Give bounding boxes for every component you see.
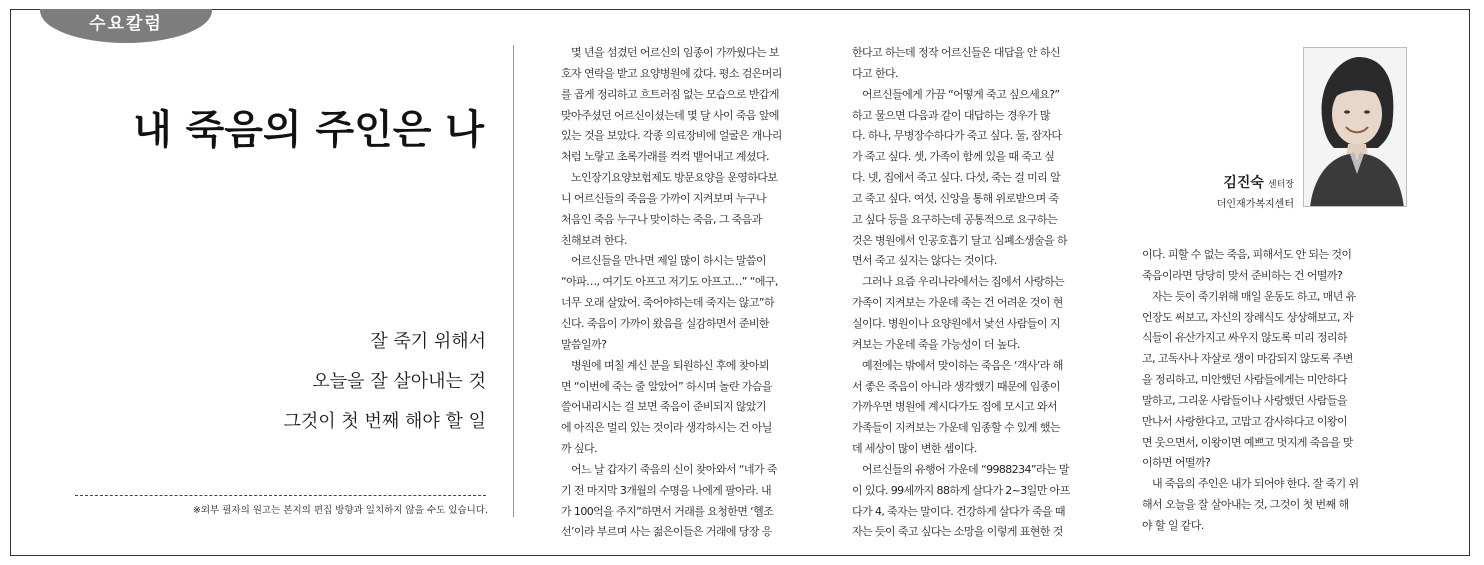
headline: 내 죽음의 주인은 나 — [133, 107, 484, 153]
body-line: 병원에 며칠 계신 분을 퇴원하신 후에 찾아뵈 — [571, 358, 769, 372]
body-line: 너무 오래 살았어. 죽어야하는데 죽지는 않고”하 — [561, 296, 774, 310]
body-line: 어느 날 갑자기 죽음의 신이 찾아와서 “네가 죽 — [571, 462, 777, 476]
body-line: 내 죽음의 주인은 내가 되어야 한다. 잘 죽기 위 — [1152, 477, 1359, 491]
body-line: 이하면 어떨까? — [1142, 456, 1211, 470]
body-line: 가까우면 병원에 계시다가도 집에 모시고 와서 — [852, 400, 1057, 414]
dashed-divider — [75, 495, 486, 496]
body-line: 말하고, 그리운 사람들이나 사랑했던 사람들을 — [1142, 393, 1347, 407]
author-photo — [1303, 47, 1407, 207]
body-line: 에 아직은 멀리 있는 것이라 생각하시는 건 아닐 — [561, 421, 772, 435]
body-line: 몇 년을 섬겼던 어르신의 임종이 가까웠다는 보 — [571, 46, 779, 59]
body-line: 다가 4, 죽자는 말이다. 건강하게 살다가 죽을 때 — [852, 504, 1065, 518]
body-line: 야 할 일 같다. — [1142, 518, 1204, 532]
author-title: 센터장 — [1267, 180, 1294, 190]
body-line: 자는 듯이 죽기위해 매일 운동도 하고, 매년 유 — [1152, 289, 1356, 303]
body-column-2 — [852, 43, 1124, 543]
body-line: 니 어르신들의 죽음을 가까이 지켜보며 누구나 — [561, 191, 766, 205]
body-line: 면 “이번에 죽는 줄 알았어” 하시며 놀란 가슴을 — [561, 379, 772, 393]
body-line: 선’이라 부르며 사는 젊은이들은 거래에 당장 응 — [561, 525, 772, 539]
body-line: 있는 것을 보았다. 각종 의료장비에 얼굴은 개나리 — [561, 129, 782, 143]
body-line: 가족이 지켜보는 가운데 죽는 건 어려운 것이 현 — [852, 296, 1063, 310]
body-line: 가 100억을 주지”하면서 거래를 요청한면 ‘헬조 — [561, 504, 774, 518]
body-line: 서 좋은 죽음이 아니라 생각했기 때문에 임종이 — [852, 379, 1060, 393]
body-line: 어르신들의 유행어 가운데 “9988234”라는 말 — [862, 462, 1069, 476]
body-line: 호자 연락을 받고 요양병원에 갔다. 평소 검은머리 — [561, 66, 782, 80]
body-line: 신다. 죽음이 가까이 왔음을 실감하면서 준비한 — [561, 316, 769, 330]
body-line: 기 전 마지막 3개월의 수명을 나에게 팔아라. 내 — [561, 483, 772, 497]
body-line: 고, 고독사나 자살로 생이 마감되지 않도록 주변 — [1142, 352, 1353, 366]
body-line: 이다. 피할 수 없는 죽음, 피해서도 안 되는 것이 — [1142, 248, 1352, 261]
body-line: 데 세상이 많이 변한 셈이다. — [852, 442, 977, 456]
body-line: 죽음이라면 당당히 맞서 준비하는 건 어떨까? — [1142, 268, 1343, 282]
body-column-1 — [561, 43, 832, 543]
body-line: 만나서 사랑한다고, 고맙고 감사하다고 이왕이 — [1142, 414, 1347, 428]
section-tag: 수요칼럼 — [40, 9, 212, 43]
body-line: 고 싶다 등을 요구하는데 공통적으로 요구하는 — [852, 212, 1057, 226]
body-line: 처럼 노랗고 초록가래를 컥컥 뱉어내고 계셨다. — [561, 150, 769, 164]
body-line: 처음인 죽음 누구나 맞이하는 죽음, 그 죽음과 — [561, 212, 762, 226]
body-line: 면 웃으면서, 이왕이면 예쁘고 멋지게 죽음을 맞 — [1142, 435, 1353, 449]
body-line: 언장도 써보고, 자신의 장례식도 상상해보고, 자 — [1142, 310, 1353, 324]
subheadline-line: 잘 죽기 위해서 — [370, 331, 486, 352]
body-line: 예전에는 밖에서 맞이하는 죽음은 ‘객사’라 해 — [862, 358, 1063, 372]
body-column-3 — [1142, 245, 1410, 537]
body-line: 이 있다. 99세까지 88하게 살다가 2~3일만 아프 — [852, 483, 1070, 497]
subheadline-line: 오늘을 잘 살아내는 것 — [312, 371, 486, 392]
body-line: 노인장기요양보험제도 방문요양을 운영하다보 — [571, 171, 778, 185]
body-line: 다. 하나, 무병장수하다가 죽고 싶다. 둘, 잠자다 — [852, 129, 1062, 143]
author-organization: 더인재가복지센터 — [1216, 199, 1294, 210]
body-line: 실이다. 병원이나 요양원에서 낯선 사람들이 지 — [852, 316, 1060, 330]
body-line: 하고 물으면 다음과 같이 대답하는 경우가 많 — [852, 108, 1050, 122]
body-line: 한다고 하는데 정작 어르신들은 대답을 안 하신 — [852, 46, 1060, 59]
body-line: 어르신들에게 가끔 “어떻게 죽고 싶으세요?” — [862, 87, 1060, 101]
body-line: 자는 듯이 죽고 싶다는 소망을 이렇게 표현한 것 — [852, 525, 1063, 539]
body-line: 어르신들을 만나면 제일 많이 하시는 말씀이 — [571, 254, 766, 268]
body-line: 말씀일까? — [561, 337, 607, 351]
body-line: 까 싶다. — [561, 442, 597, 456]
body-line: 가족들이 지켜보는 가운데 임종할 수 있게 했는 — [852, 421, 1060, 435]
body-line: “아파…, 여기도 아프고 저기도 아프고…” “에구, — [561, 275, 778, 289]
body-line: 켜보는 가운데 죽을 가능성이 더 높다. — [852, 337, 1020, 351]
disclaimer-note: ※외부 필자의 원고는 본지의 편집 방향과 일치하지 않을 수도 있습니다. — [192, 505, 488, 516]
body-line: 맞아주셨던 어르신이셨는데 몇 달 사이 죽음 앞에 — [561, 108, 779, 122]
author-portrait-icon — [1304, 48, 1407, 207]
body-line: 를 곱게 정리하고 흐트러짐 없는 모습으로 반갑게 — [561, 87, 779, 101]
body-line: 고 죽고 싶다. 여섯, 신앙을 통해 위로받으며 죽 — [852, 191, 1059, 205]
body-line: 가 죽고 싶다. 셋, 가족이 함께 있을 때 죽고 싶 — [852, 150, 1055, 164]
body-line: 쓸어내리시는 걸 보면 죽음이 준비되지 않았기 — [561, 400, 766, 414]
body-line: 그러나 요즘 우리나라에서는 집에서 사랑하는 — [862, 275, 1065, 289]
subheadline-block — [284, 322, 487, 442]
body-line: 을 정리하고, 미안했던 사람들에게는 미안하다 — [1142, 373, 1347, 387]
body-line: 다고 한다. — [852, 66, 898, 80]
column-divider — [513, 45, 514, 517]
body-line: 것은 병원에서 인공호흡기 달고 심폐소생술을 하 — [852, 233, 1068, 247]
body-line: 면서 죽고 싶지는 않다는 것이다. — [852, 254, 997, 268]
body-line: 다. 넷, 집에서 죽고 싶다. 다섯, 죽는 걸 미리 알 — [852, 171, 1061, 185]
author-byline — [1217, 172, 1294, 210]
author-name: 김진숙 — [1223, 175, 1264, 191]
body-line: 해서 오늘을 잘 살아내는 것, 그것이 첫 번째 해 — [1142, 498, 1349, 512]
subheadline-line: 그것이 첫 번째 해야 할 일 — [283, 411, 486, 432]
body-line: 친해보려 한다. — [561, 233, 627, 247]
body-line: 식들이 유산가지고 싸우지 않도록 미리 정리하 — [1142, 331, 1347, 345]
